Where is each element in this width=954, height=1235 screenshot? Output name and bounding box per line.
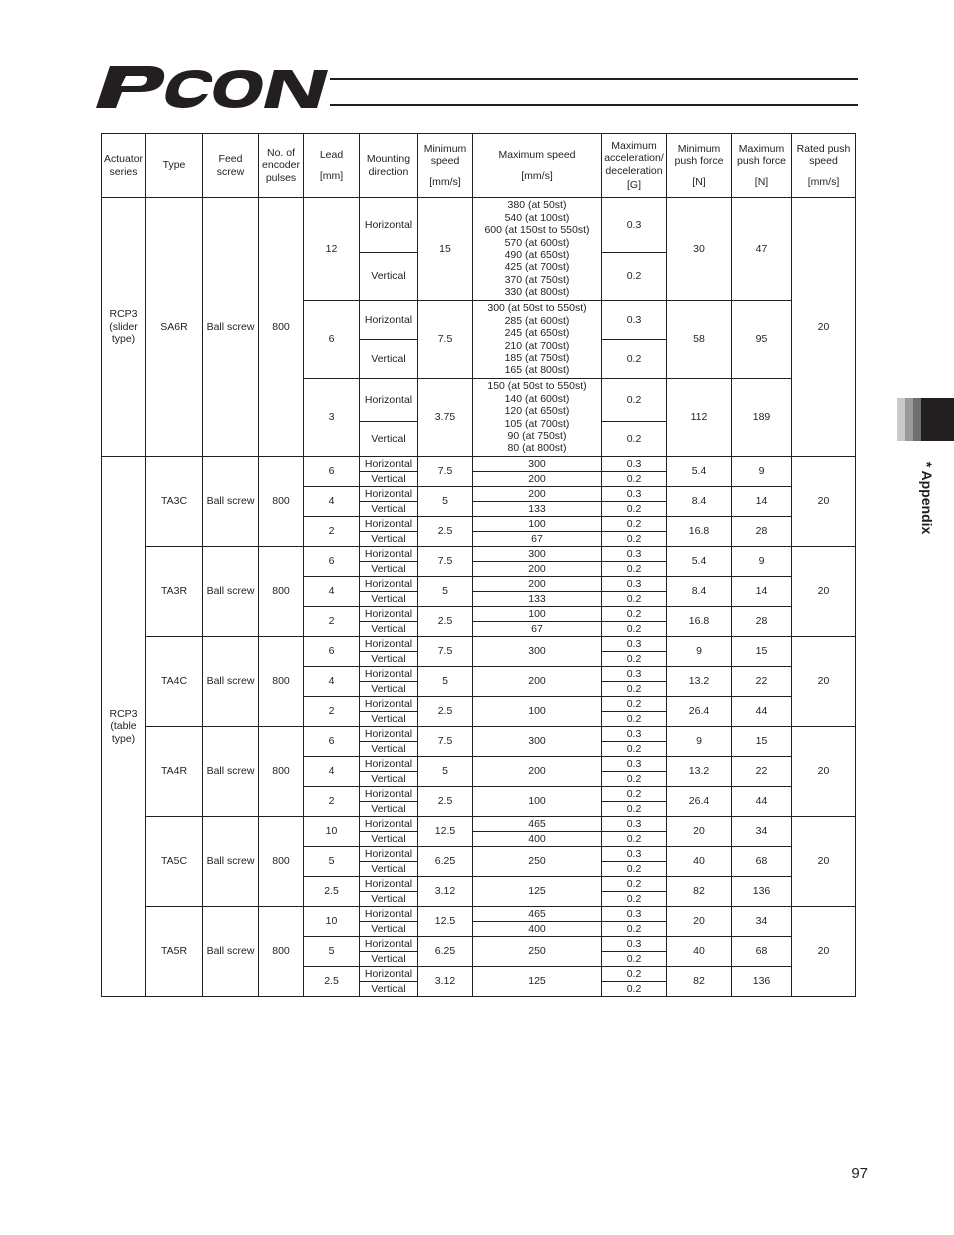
min-speed-cell: 2.5 <box>418 697 473 727</box>
speed-line: 90 (at 750st) <box>507 429 567 442</box>
lead-cell: 10 <box>304 817 360 847</box>
min-push-cell: 5.4 <box>667 547 732 577</box>
lead-cell: 4 <box>304 757 360 787</box>
min-speed-cell: 7.5 <box>418 457 473 487</box>
min-speed-cell: 7.5 <box>418 547 473 577</box>
acceleration-cell: 0.3 <box>602 198 667 253</box>
mounting-direction-cell: Vertical <box>360 592 418 607</box>
header-cell: No. of encoder pulses <box>259 134 304 198</box>
speed-line: 105 (at 700st) <box>504 417 570 430</box>
acceleration-cell: 0.2 <box>602 502 667 517</box>
section-tab-gradient <box>897 398 921 441</box>
header-rule-top <box>330 78 858 80</box>
pcon-logo <box>96 64 336 110</box>
acceleration-cell: 0.3 <box>602 577 667 592</box>
min-push-cell: 9 <box>667 637 732 667</box>
table-row <box>102 907 856 922</box>
acceleration-cell: 0.2 <box>602 682 667 697</box>
max-push-cell: 14 <box>732 487 792 517</box>
min-speed-cell: 6.25 <box>418 847 473 877</box>
speed-line: 490 (at 650st) <box>504 249 570 261</box>
table-row <box>102 457 856 472</box>
lead-cell: 10 <box>304 907 360 937</box>
speed-line: 570 (at 600st) <box>504 236 570 249</box>
max-push-cell: 44 <box>732 787 792 817</box>
max-push-cell: 189 <box>732 379 792 457</box>
acceleration-cell: 0.3 <box>602 667 667 682</box>
mounting-direction-cell: Horizontal <box>360 727 418 742</box>
max-speed-cell <box>473 301 602 379</box>
min-push-cell: 20 <box>667 817 732 847</box>
max-speed-cell: 133 <box>473 592 602 607</box>
min-push-cell: 58 <box>667 301 732 379</box>
max-speed-cell: 200 <box>473 667 602 697</box>
mounting-direction-cell: Vertical <box>360 502 418 517</box>
rated-push-speed-cell: 20 <box>792 457 856 547</box>
rated-push-speed-cell: 20 <box>792 547 856 637</box>
lead-cell: 12 <box>304 198 360 301</box>
mounting-direction-cell: Vertical <box>360 772 418 787</box>
mounting-direction-cell: Vertical <box>360 682 418 697</box>
min-push-cell: 9 <box>667 727 732 757</box>
mounting-direction-cell: Vertical <box>360 712 418 727</box>
mounting-direction-cell: Vertical <box>360 532 418 547</box>
max-push-cell: 28 <box>732 607 792 637</box>
min-push-cell: 82 <box>667 967 732 997</box>
min-push-cell: 40 <box>667 847 732 877</box>
mounting-direction-cell: Horizontal <box>360 847 418 862</box>
speed-line: 245 (at 650st) <box>504 327 570 340</box>
mounting-direction-cell: Vertical <box>360 253 418 301</box>
mounting-direction-cell: Vertical <box>360 862 418 877</box>
min-speed-cell: 2.5 <box>418 517 473 547</box>
max-speed-cell: 200 <box>473 472 602 487</box>
min-push-cell: 112 <box>667 379 732 457</box>
table-header-row <box>102 134 856 198</box>
acceleration-cell: 0.2 <box>602 712 667 727</box>
min-push-cell: 40 <box>667 937 732 967</box>
min-speed-cell: 5 <box>418 667 473 697</box>
acceleration-cell: 0.2 <box>602 832 667 847</box>
encoder-pulses-cell: 800 <box>259 907 304 997</box>
table-row <box>102 817 856 832</box>
feed-screw-cell: Ball screw <box>203 547 259 637</box>
type-cell: TA4C <box>146 637 203 727</box>
feed-screw-cell: Ball screw <box>203 457 259 547</box>
speed-line: 600 (at 150st to 550st) <box>484 224 590 237</box>
appendix-label-text: * Appendix <box>919 461 935 535</box>
acceleration-cell: 0.2 <box>602 862 667 877</box>
max-speed-cell: 200 <box>473 487 602 502</box>
acceleration-cell: 0.2 <box>602 253 667 301</box>
max-speed-cell: 300 <box>473 457 602 472</box>
max-speed-cell: 465 <box>473 907 602 922</box>
min-push-cell: 16.8 <box>667 607 732 637</box>
actuator-spec-table <box>101 133 856 997</box>
acceleration-cell: 0.3 <box>602 637 667 652</box>
mounting-direction-cell: Vertical <box>360 652 418 667</box>
max-push-cell: 15 <box>732 727 792 757</box>
lead-cell: 2 <box>304 787 360 817</box>
max-speed-cell: 250 <box>473 937 602 967</box>
table-row <box>102 547 856 562</box>
max-speed-cell: 300 <box>473 727 602 757</box>
min-speed-cell: 5 <box>418 577 473 607</box>
max-push-cell: 22 <box>732 757 792 787</box>
speed-line: 300 (at 50st to 550st) <box>487 302 587 315</box>
max-push-cell: 136 <box>732 967 792 997</box>
max-speed-cell: 125 <box>473 877 602 907</box>
lead-cell: 4 <box>304 577 360 607</box>
mounting-direction-cell: Horizontal <box>360 577 418 592</box>
acceleration-cell: 0.2 <box>602 802 667 817</box>
max-speed-cell: 300 <box>473 637 602 667</box>
mounting-direction-cell: Horizontal <box>360 547 418 562</box>
speed-line: 185 (at 750st) <box>504 351 570 364</box>
header-cell: Maximum push force [N] <box>732 134 792 198</box>
page-number: 97 <box>851 1165 868 1182</box>
acceleration-cell: 0.3 <box>602 847 667 862</box>
max-push-cell: 68 <box>732 937 792 967</box>
mounting-direction-cell: Vertical <box>360 832 418 847</box>
min-push-cell: 5.4 <box>667 457 732 487</box>
acceleration-cell: 0.3 <box>602 487 667 502</box>
min-push-cell: 16.8 <box>667 517 732 547</box>
min-speed-cell: 2.5 <box>418 787 473 817</box>
table-body <box>102 198 856 997</box>
lead-cell: 2.5 <box>304 877 360 907</box>
speed-line: 380 (at 50st) <box>507 199 567 212</box>
lead-cell: 6 <box>304 457 360 487</box>
max-speed-cell: 400 <box>473 922 602 937</box>
min-push-cell: 8.4 <box>667 577 732 607</box>
speed-line: 80 (at 800st) <box>507 442 567 455</box>
max-speed-cell: 300 <box>473 547 602 562</box>
mounting-direction-cell: Vertical <box>360 922 418 937</box>
header-cell: Minimum speed [mm/s] <box>418 134 473 198</box>
acceleration-cell: 0.2 <box>602 592 667 607</box>
mounting-direction-cell: Vertical <box>360 562 418 577</box>
min-speed-cell: 3.12 <box>418 967 473 997</box>
acceleration-cell: 0.2 <box>602 877 667 892</box>
rated-push-speed-cell: 20 <box>792 198 856 457</box>
max-push-cell: 44 <box>732 697 792 727</box>
header-cell: Lead [mm] <box>304 134 360 198</box>
table-row <box>102 727 856 742</box>
type-cell: TA3C <box>146 457 203 547</box>
lead-cell: 2.5 <box>304 967 360 997</box>
encoder-pulses-cell: 800 <box>259 547 304 637</box>
acceleration-cell: 0.2 <box>602 922 667 937</box>
max-speed-cell: 465 <box>473 817 602 832</box>
min-speed-cell: 2.5 <box>418 607 473 637</box>
max-speed-cell: 100 <box>473 517 602 532</box>
header-cell: Maximum acceleration/ deceleration [G] <box>602 134 667 198</box>
mounting-direction-cell: Horizontal <box>360 877 418 892</box>
max-speed-cell: 100 <box>473 607 602 622</box>
max-push-cell: 9 <box>732 547 792 577</box>
mounting-direction-cell: Horizontal <box>360 637 418 652</box>
max-push-cell: 9 <box>732 457 792 487</box>
mounting-direction-cell: Horizontal <box>360 817 418 832</box>
lead-cell: 3 <box>304 379 360 457</box>
acceleration-cell: 0.2 <box>602 532 667 547</box>
lead-cell: 6 <box>304 547 360 577</box>
min-speed-cell: 7.5 <box>418 727 473 757</box>
max-speed-cell <box>473 379 602 457</box>
acceleration-cell: 0.2 <box>602 787 667 802</box>
max-push-cell: 34 <box>732 907 792 937</box>
max-push-cell: 22 <box>732 667 792 697</box>
mounting-direction-cell: Horizontal <box>360 607 418 622</box>
appendix-side-label <box>917 456 937 540</box>
acceleration-cell: 0.2 <box>602 772 667 787</box>
mounting-direction-cell: Vertical <box>360 622 418 637</box>
speed-line: 150 (at 50st to 550st) <box>487 380 587 393</box>
max-speed-cell: 200 <box>473 577 602 592</box>
max-speed-cell: 250 <box>473 847 602 877</box>
min-speed-cell: 6.25 <box>418 937 473 967</box>
rated-push-speed-cell: 20 <box>792 817 856 907</box>
acceleration-cell: 0.2 <box>602 892 667 907</box>
min-speed-cell: 7.5 <box>418 301 473 379</box>
min-push-cell: 13.2 <box>667 667 732 697</box>
speed-line: 165 (at 800st) <box>504 364 570 377</box>
feed-screw-cell: Ball screw <box>203 907 259 997</box>
rated-push-speed-cell: 20 <box>792 727 856 817</box>
lead-cell: 5 <box>304 937 360 967</box>
max-speed-cell <box>473 198 602 301</box>
feed-screw-cell: Ball screw <box>203 637 259 727</box>
acceleration-cell: 0.2 <box>602 517 667 532</box>
max-speed-cell: 100 <box>473 697 602 727</box>
acceleration-cell: 0.2 <box>602 982 667 997</box>
max-push-cell: 68 <box>732 847 792 877</box>
mounting-direction-cell: Horizontal <box>360 301 418 340</box>
speed-line: 370 (at 750st) <box>504 273 570 286</box>
mounting-direction-cell: Vertical <box>360 422 418 457</box>
acceleration-cell: 0.2 <box>602 967 667 982</box>
min-push-cell: 26.4 <box>667 697 732 727</box>
max-push-cell: 15 <box>732 637 792 667</box>
max-speed-cell: 200 <box>473 562 602 577</box>
min-speed-cell: 3.75 <box>418 379 473 457</box>
table-row <box>102 637 856 652</box>
acceleration-cell: 0.3 <box>602 301 667 340</box>
acceleration-cell: 0.2 <box>602 472 667 487</box>
lead-cell: 2 <box>304 607 360 637</box>
mounting-direction-cell: Vertical <box>360 340 418 379</box>
lead-cell: 5 <box>304 847 360 877</box>
encoder-pulses-cell: 800 <box>259 198 304 457</box>
mounting-direction-cell: Horizontal <box>360 787 418 802</box>
lead-cell: 2 <box>304 697 360 727</box>
section-tab-marker <box>921 398 954 441</box>
acceleration-cell: 0.2 <box>602 340 667 379</box>
encoder-pulses-cell: 800 <box>259 457 304 547</box>
mounting-direction-cell: Horizontal <box>360 697 418 712</box>
acceleration-cell: 0.2 <box>602 379 667 422</box>
min-speed-cell: 5 <box>418 487 473 517</box>
actuator-series-cell: RCP3 (table type) <box>102 457 146 997</box>
header-cell: Rated push speed [mm/s] <box>792 134 856 198</box>
max-speed-cell: 67 <box>473 622 602 637</box>
min-speed-cell: 15 <box>418 198 473 301</box>
acceleration-cell: 0.3 <box>602 907 667 922</box>
acceleration-cell: 0.2 <box>602 652 667 667</box>
acceleration-cell: 0.2 <box>602 607 667 622</box>
acceleration-cell: 0.2 <box>602 697 667 712</box>
min-speed-cell: 5 <box>418 757 473 787</box>
max-speed-cell: 400 <box>473 832 602 847</box>
encoder-pulses-cell: 800 <box>259 727 304 817</box>
speed-line: 210 (at 700st) <box>504 339 570 352</box>
mounting-direction-cell: Horizontal <box>360 937 418 952</box>
header-rule-bottom <box>330 104 858 106</box>
header-cell: Actuator series <box>102 134 146 198</box>
feed-screw-cell: Ball screw <box>203 817 259 907</box>
table-row <box>102 198 856 253</box>
mounting-direction-cell: Horizontal <box>360 198 418 253</box>
min-speed-cell: 3.12 <box>418 877 473 907</box>
max-speed-cell: 100 <box>473 787 602 817</box>
rated-push-speed-cell: 20 <box>792 637 856 727</box>
min-push-cell: 8.4 <box>667 487 732 517</box>
mounting-direction-cell: Vertical <box>360 472 418 487</box>
encoder-pulses-cell: 800 <box>259 637 304 727</box>
lead-cell: 2 <box>304 517 360 547</box>
lead-cell: 6 <box>304 301 360 379</box>
max-push-cell: 136 <box>732 877 792 907</box>
header-cell: Minimum push force [N] <box>667 134 732 198</box>
lead-cell: 6 <box>304 727 360 757</box>
max-push-cell: 95 <box>732 301 792 379</box>
type-cell: SA6R <box>146 198 203 457</box>
min-push-cell: 82 <box>667 877 732 907</box>
speed-line: 425 (at 700st) <box>504 261 570 274</box>
mounting-direction-cell: Horizontal <box>360 757 418 772</box>
acceleration-cell: 0.2 <box>602 952 667 967</box>
feed-screw-cell: Ball screw <box>203 727 259 817</box>
rated-push-speed-cell: 20 <box>792 907 856 997</box>
max-push-cell: 47 <box>732 198 792 301</box>
acceleration-cell: 0.3 <box>602 757 667 772</box>
speed-line: 120 (at 650st) <box>504 405 570 418</box>
acceleration-cell: 0.2 <box>602 742 667 757</box>
header-cell: Maximum speed [mm/s] <box>473 134 602 198</box>
max-speed-cell: 200 <box>473 757 602 787</box>
acceleration-cell: 0.2 <box>602 622 667 637</box>
lead-cell: 6 <box>304 637 360 667</box>
min-speed-cell: 12.5 <box>418 817 473 847</box>
max-push-cell: 34 <box>732 817 792 847</box>
acceleration-cell: 0.3 <box>602 937 667 952</box>
min-push-cell: 13.2 <box>667 757 732 787</box>
mounting-direction-cell: Horizontal <box>360 667 418 682</box>
min-speed-cell: 12.5 <box>418 907 473 937</box>
mounting-direction-cell: Horizontal <box>360 379 418 422</box>
speed-line: 330 (at 800st) <box>504 286 570 299</box>
max-push-cell: 14 <box>732 577 792 607</box>
max-speed-cell: 133 <box>473 502 602 517</box>
mounting-direction-cell: Horizontal <box>360 487 418 502</box>
type-cell: TA3R <box>146 547 203 637</box>
type-cell: TA4R <box>146 727 203 817</box>
max-push-cell: 28 <box>732 517 792 547</box>
speed-line: 540 (at 100st) <box>504 211 570 224</box>
acceleration-cell: 0.2 <box>602 422 667 457</box>
mounting-direction-cell: Horizontal <box>360 457 418 472</box>
min-push-cell: 30 <box>667 198 732 301</box>
min-speed-cell: 7.5 <box>418 637 473 667</box>
min-push-cell: 26.4 <box>667 787 732 817</box>
header-cell: Feed screw <box>203 134 259 198</box>
header-cell: Type <box>146 134 203 198</box>
header-cell: Mounting direction <box>360 134 418 198</box>
acceleration-cell: 0.3 <box>602 547 667 562</box>
lead-cell: 4 <box>304 667 360 697</box>
mounting-direction-cell: Vertical <box>360 742 418 757</box>
actuator-series-cell: RCP3 (slider type) <box>102 198 146 457</box>
lead-cell: 4 <box>304 487 360 517</box>
mounting-direction-cell: Vertical <box>360 952 418 967</box>
feed-screw-cell: Ball screw <box>203 198 259 457</box>
max-speed-cell: 67 <box>473 532 602 547</box>
mounting-direction-cell: Horizontal <box>360 907 418 922</box>
type-cell: TA5R <box>146 907 203 997</box>
acceleration-cell: 0.3 <box>602 817 667 832</box>
speed-line: 285 (at 600st) <box>504 314 570 327</box>
speed-line: 140 (at 600st) <box>504 392 570 405</box>
mounting-direction-cell: Horizontal <box>360 967 418 982</box>
acceleration-cell: 0.2 <box>602 562 667 577</box>
mounting-direction-cell: Vertical <box>360 892 418 907</box>
acceleration-cell: 0.3 <box>602 457 667 472</box>
mounting-direction-cell: Vertical <box>360 982 418 997</box>
acceleration-cell: 0.3 <box>602 727 667 742</box>
type-cell: TA5C <box>146 817 203 907</box>
mounting-direction-cell: Horizontal <box>360 517 418 532</box>
max-speed-cell: 125 <box>473 967 602 997</box>
mounting-direction-cell: Vertical <box>360 802 418 817</box>
min-push-cell: 20 <box>667 907 732 937</box>
encoder-pulses-cell: 800 <box>259 817 304 907</box>
